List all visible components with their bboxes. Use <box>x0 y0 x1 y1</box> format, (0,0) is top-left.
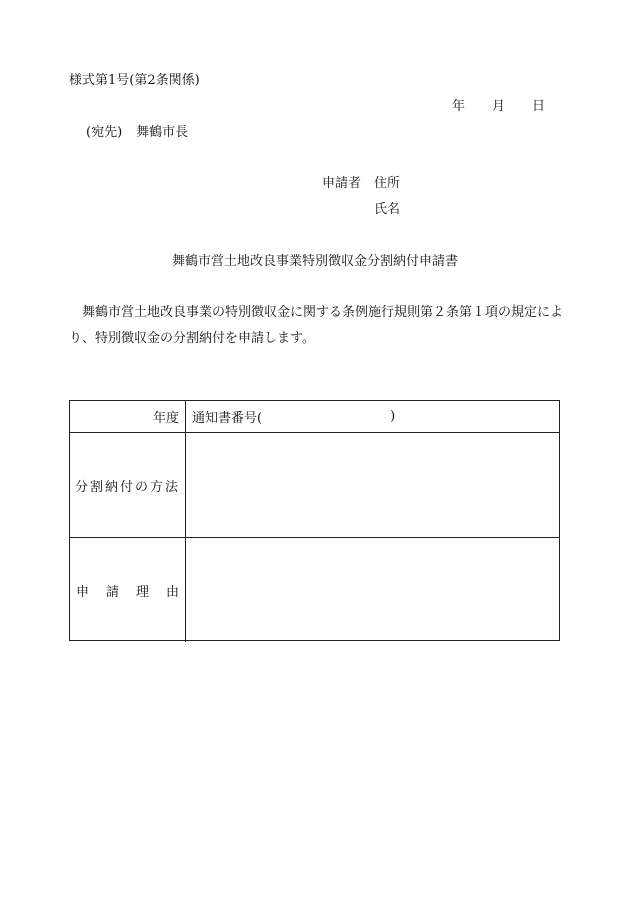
date-month-label: 月 <box>492 99 506 114</box>
year-label: 年度 <box>152 411 179 426</box>
application-table <box>69 400 560 641</box>
reason-value-cell[interactable] <box>186 538 559 642</box>
date-day-label: 日 <box>532 99 546 114</box>
notice-number-cell[interactable] <box>186 401 559 432</box>
reason-label-char: 理 <box>135 584 149 600</box>
addressee-prefix: (宛先) <box>86 125 123 140</box>
method-label: 分割納付の方法 <box>74 479 180 495</box>
notice-number-label: 通知書番号( <box>192 411 263 426</box>
applicant-name-label: 氏名 <box>374 202 401 217</box>
table-row-reason <box>70 538 559 642</box>
table-row-year <box>70 401 559 433</box>
applicant-label: 申請者 <box>322 176 362 191</box>
reason-label-char: 由 <box>165 584 179 600</box>
method-value-cell[interactable] <box>186 433 559 537</box>
document-title: 舞鶴市営土地改良事業特別徴収金分割納付申請書 <box>171 254 458 269</box>
form-number: 様式第1号(第2条関係) <box>69 73 200 88</box>
body-paragraph: 舞鶴市営土地改良事業の特別徴収金に関する条例施行規則第２条第１項の規定により、特別徴収金の分割納付を申請します。 <box>69 305 564 346</box>
applicant-address-label: 住所 <box>374 176 401 191</box>
reason-label-char: 申 <box>76 584 90 600</box>
method-label-cell <box>70 433 186 537</box>
date-year-label: 年 <box>452 99 466 114</box>
reason-label-char: 請 <box>105 584 119 600</box>
addressee-line <box>86 125 188 141</box>
date-line <box>452 99 545 115</box>
table-row-method <box>70 433 559 538</box>
notice-number-close: ) <box>390 409 396 424</box>
addressee-name: 舞鶴市長 <box>136 125 189 140</box>
reason-label-cell <box>70 538 186 642</box>
year-label-cell <box>70 401 186 432</box>
